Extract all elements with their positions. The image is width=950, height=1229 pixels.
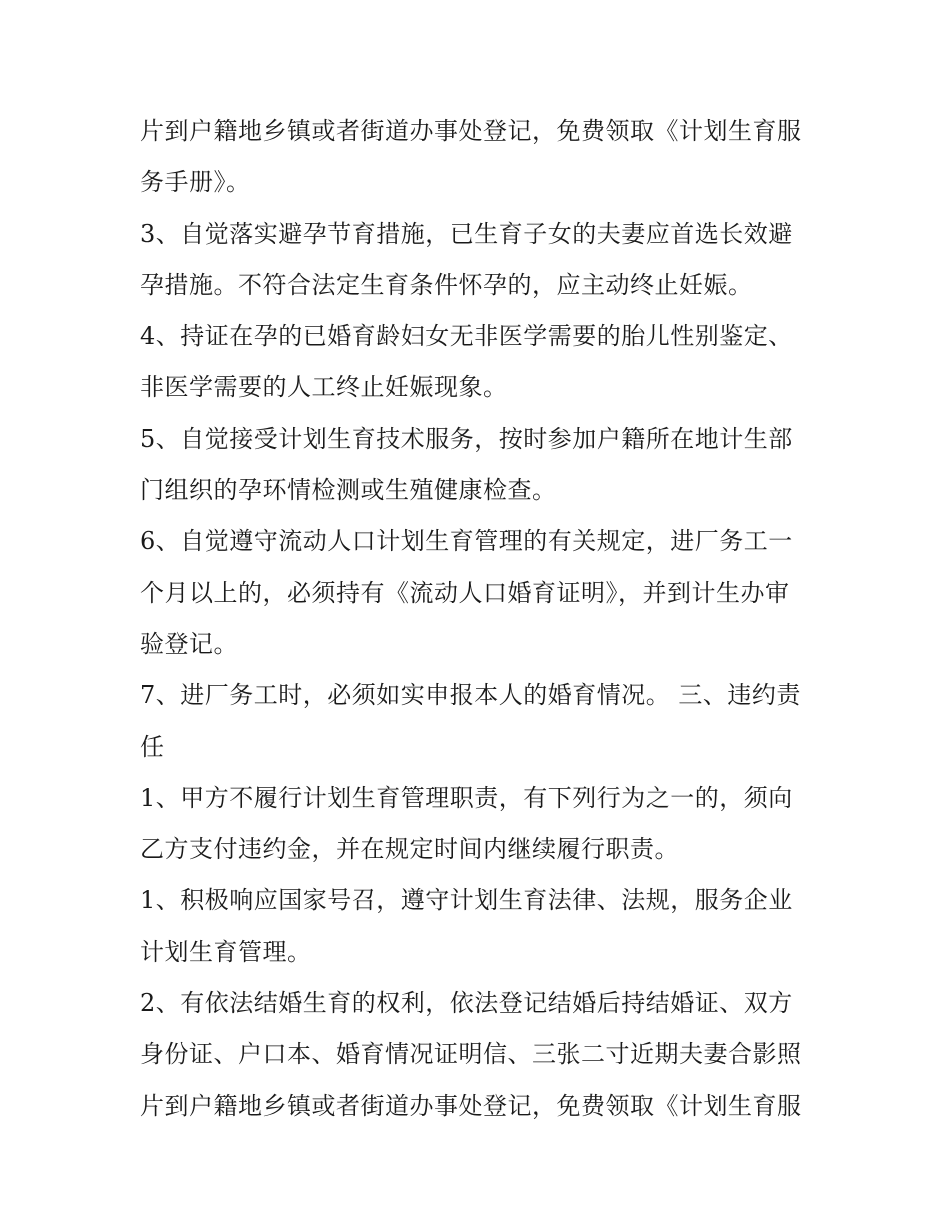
text-line: 门组织的孕环情检测或生殖健康检查。 [140,476,557,505]
text-line: 片到户籍地乡镇或者街道办事处登记，免费领取《计划生育服 [140,117,802,145]
text-line: 3、自觉落实避孕节育措施，已生育子女的夫妻应首选长效避 [140,219,793,248]
text-line: 孕措施。不符合法定生育条件怀孕的，应主动终止妊娠。 [140,270,753,299]
text-line: 7、进厂务工时，必须如实申报本人的婚育情况。 三、违约责 [140,681,801,710]
text-line: 个月以上的，必须持有《流动人口婚育证明》，并到计生办审 [140,578,790,607]
text-line: 1、积极响应国家号召，遵守计划生育法律、法规，服务企业 [140,886,793,915]
text-line: 任 [140,732,165,761]
text-line: 2、有依法结婚生育的权利，依法登记结婚后持结婚证、双方 [140,989,793,1018]
text-line: 5、自觉接受计划生育技术服务，按时参加户籍所在地计生部 [140,424,793,453]
text-line: 务手册》。 [140,168,251,197]
text-line: 计划生育管理。 [140,937,312,966]
text-line: 1、甲方不履行计划生育管理职责，有下列行为之一的，须向 [140,783,793,812]
text-line: 乙方支付违约金，并在规定时间内继续履行职责。 [140,835,679,864]
text-line: 4、持证在孕的已婚育龄妇女无非医学需要的胎儿性别鉴定、 [140,322,793,351]
text-line: 身份证、户口本、婚育情况证明信、三张二寸近期夫妻合影照 [140,1040,802,1069]
document-body [140,106,830,1132]
text-line: 片到户籍地乡镇或者街道办事处登记，免费领取《计划生育服 [140,1091,802,1120]
text-line: 验登记。 [140,629,238,658]
text-line: 非医学需要的人工终止妊娠现象。 [140,373,508,402]
text-line: 6、自觉遵守流动人口计划生育管理的有关规定，进厂务工一 [140,527,793,556]
